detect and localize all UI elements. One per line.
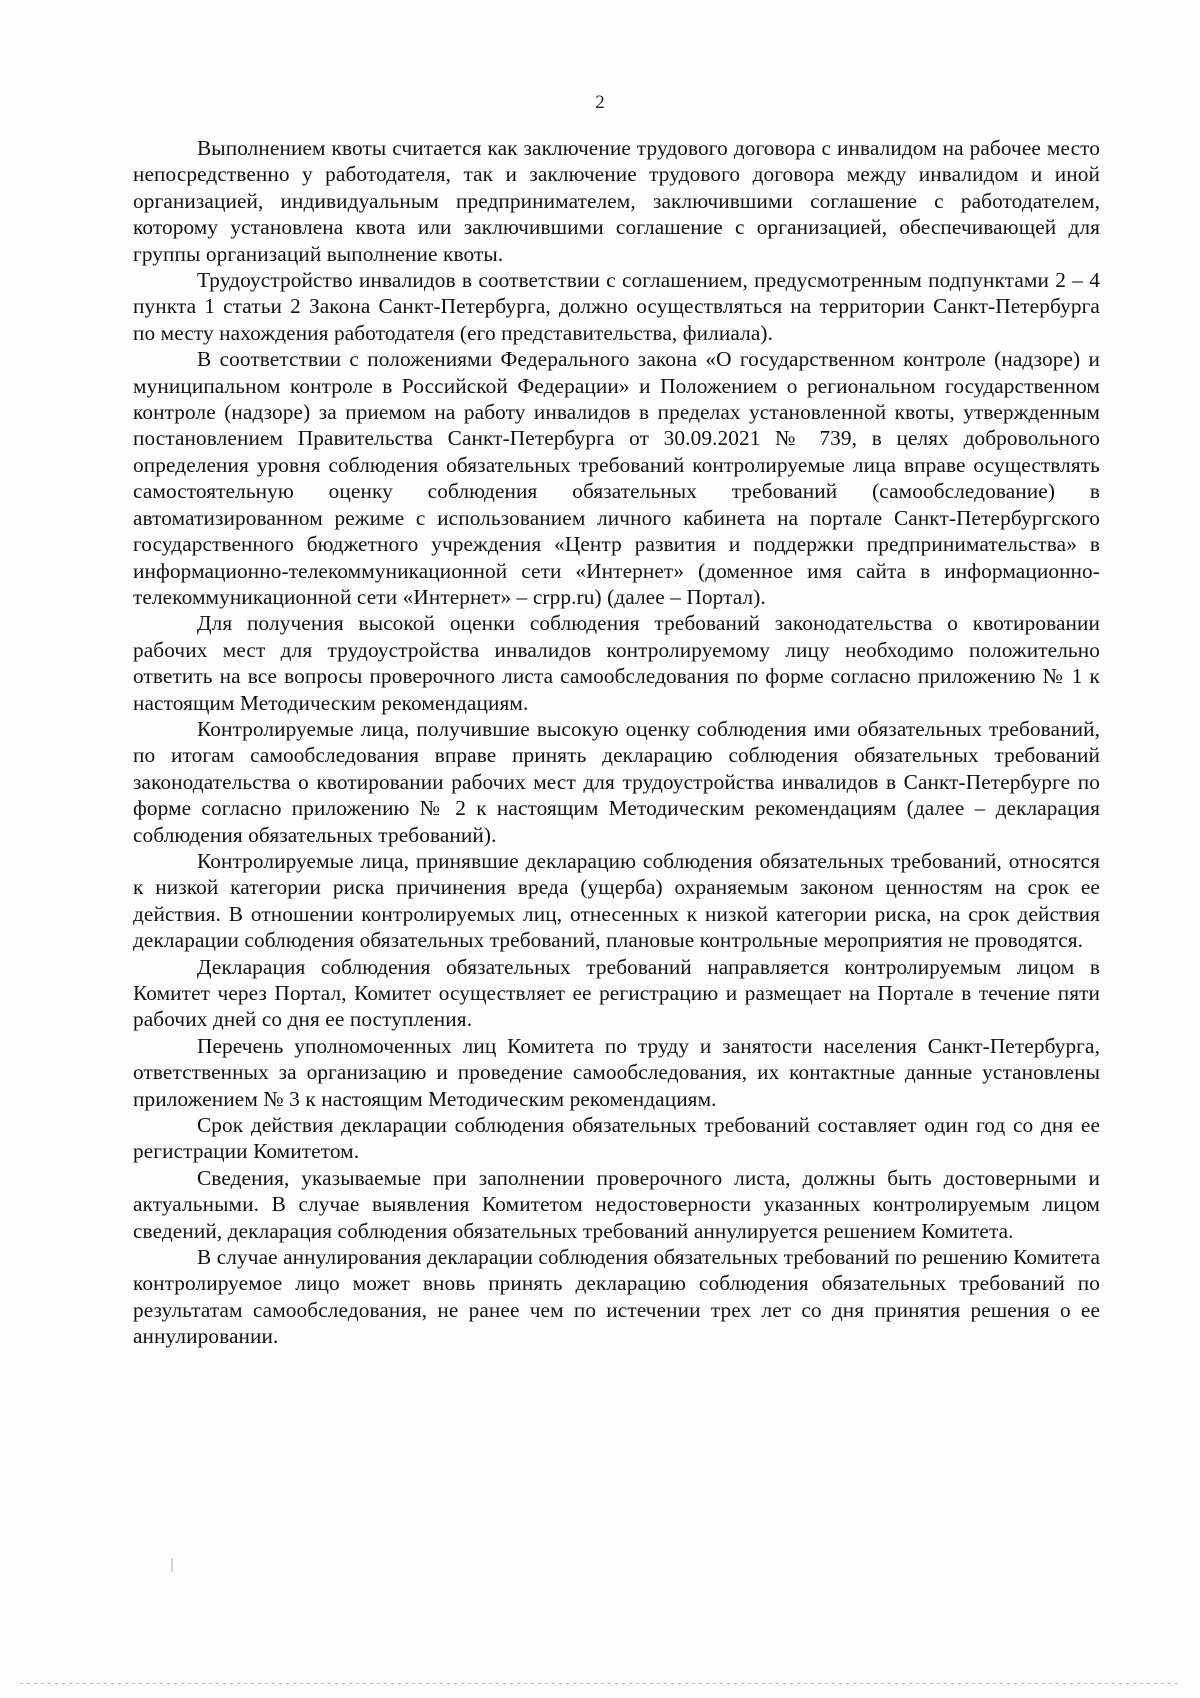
paragraph-declaration-adoption: Контролируемые лица, получившие высокую оценку соблюдения ими обязательных требований, по итогам самообследования вправе принять декларацию соблюдения обязательных требований законодательства о квотировании рабочих мест для трудоустройства инвалидов в Санкт-Петербурге по форме согласно приложению № 2 к настоящим Методическим рекомендациям (далее – декларация соблюдения обязательных требований). bbox=[133, 716, 1100, 847]
paragraph-authorized-persons: Перечень уполномоченных лиц Комитета по труду и занятости населения Санкт-Петербурга, ответственных за организацию и проведение самообследования, их контактные данные установлены приложением № 3 к настоящим Методическим рекомендациям. bbox=[133, 1033, 1100, 1111]
paragraph-low-risk-category: Контролируемые лица, принявшие декларацию соблюдения обязательных требований, относятся к низкой категории риска причинения вреда (ущерба) охраняемым законом ценностям на срок ее действия. В отношении контролируемых лиц, отнесенных к низкой категории риска, на срок действия декларации соблюдения обязательных требований, плановые контрольные мероприятия не проводятся. bbox=[133, 848, 1100, 953]
paragraph-self-assessment: В соответствии с положениями Федерального закона «О государственном контроле (надзоре) и муниципальном контроле в Российской Федерации» и Положением о региональном государственном контроле (надзоре) за приемом на работу инвалидов в пределах установленной квоты, утвержденным постановлением Правительства Санкт-Петербурга от 30.09.2021 № 739, в целях добровольного определения уровня соблюдения обязательных требований контролируемые лица вправе осуществлять самостоятельную оценку соблюдения обязательных требований (самообследование) в автоматизированном режиме с использованием личного кабинета на портале Санкт-Петербургского государственного бюджетного учреждения «Центр развития и поддержки предпринимательства» в информационно-телекоммуникационной сети «Интернет» (доменное имя сайта в информационно-телекоммуникационной сети «Интернет» – crpp.ru) (далее – Портал). bbox=[133, 347, 1100, 609]
paragraph-quota-fulfillment: Выполнением квоты считается как заключение трудового договора с инвалидом на рабочее место непосредственно у работодателя, так и заключение трудового договора между инвалидом и иной организацией, индивидуальным предпринимателем, заключившими соглашение с работодателем, которому установлена квота или заключившими соглашение с организацией, обеспечивающей для группы организаций выполнение квоты. bbox=[133, 136, 1100, 266]
scan-artifact-mark bbox=[171, 1558, 173, 1572]
paragraph-information-accuracy: Сведения, указываемые при заполнении проверочного листа, должны быть достоверными и актуальными. В случае выявления Комитетом недостоверности указанных контролируемым лицом сведений, декларация соблюдения обязательных требований аннулируется решением Комитета. bbox=[133, 1165, 1100, 1243]
page-number: 2 bbox=[595, 92, 605, 113]
paragraph-high-assessment: Для получения высокой оценки соблюдения требований законодательства о квотировании рабочих мест для трудоустройства инвалидов контролируемому лицу необходимо положительно ответить на все вопросы проверочного листа самообследования по форме согласно приложению № 1 к настоящим Методическим рекомендациям. bbox=[133, 611, 1100, 715]
paragraph-employment-territory: Трудоустройство инвалидов в соответствии с соглашением, предусмотренным подпунктами 2 – 4 пункта 1 статьи 2 Закона Санкт-Петербурга, должно осуществляться на территории Санкт-Петербурга по месту нахождения работодателя (его представительства, филиала). bbox=[133, 268, 1100, 345]
document-body bbox=[133, 135, 1100, 1350]
paragraph-declaration-validity: Срок действия декларации соблюдения обязательных требований составляет один год со дня ее регистрации Комитетом. bbox=[133, 1113, 1100, 1164]
paragraph-declaration-annulment: В случае аннулирования декларации соблюдения обязательных требований по решению Комитета контролируемое лицо может вновь принять декларацию соблюдения обязательных требований по результатам самообследования, не ранее чем по истечении трех лет со дня принятия решения о ее аннулировании. bbox=[133, 1245, 1100, 1349]
scan-artifact-line bbox=[20, 1683, 1180, 1684]
paragraph-declaration-submission: Декларация соблюдения обязательных требований направляется контролируемым лицом в Комитет через Портал, Комитет осуществляет ее регистрацию и размещает на Портале в течение пяти рабочих дней со дня ее поступления. bbox=[133, 954, 1100, 1032]
